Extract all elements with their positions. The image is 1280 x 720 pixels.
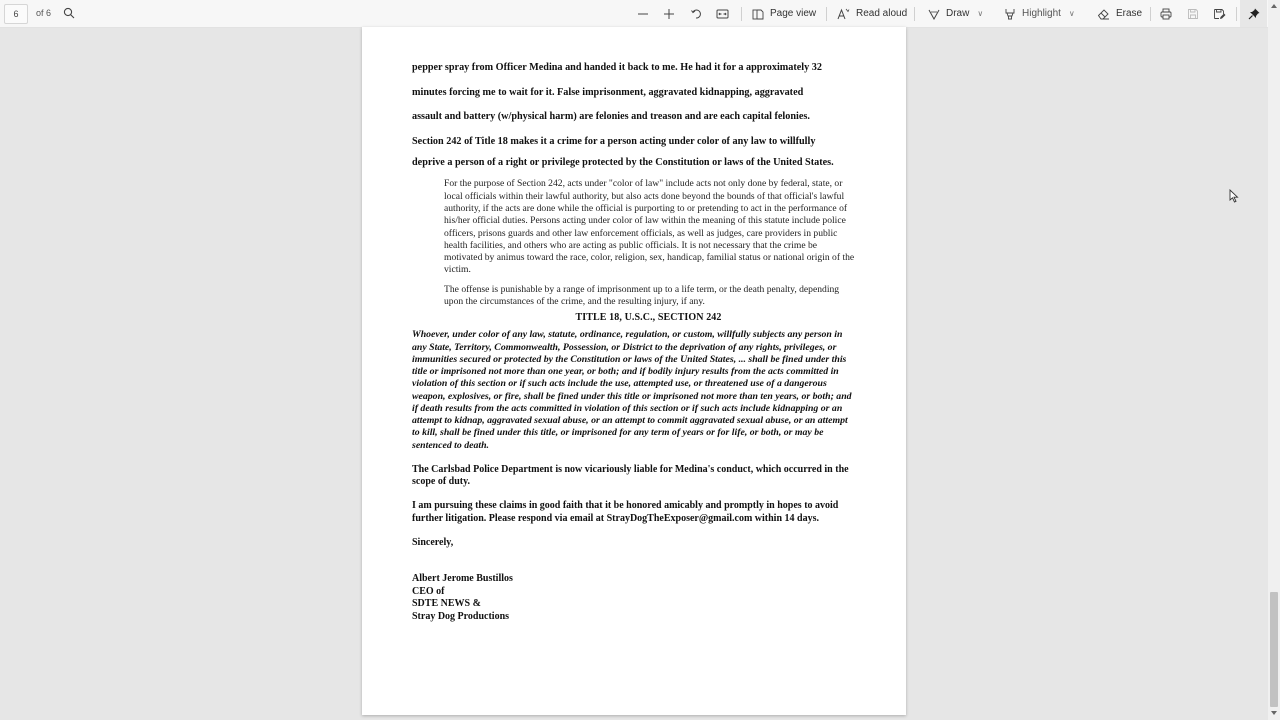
signature-org: Stray Dog Productions [412, 610, 510, 622]
body-line: deprive a person of a right or privilege protected by the Constitution or laws of the United States. [412, 157, 834, 169]
fit-width-icon [716, 8, 729, 20]
scroll-down-arrow-icon[interactable] [1271, 711, 1277, 715]
body-line: assault and battery (w/physical harm) are felonies and treason and are each capital felonies. [412, 111, 810, 123]
signature-org: SDTE NEWS & [412, 598, 481, 610]
document-content [412, 27, 857, 623]
erase-label: Erase [1116, 8, 1143, 19]
plus-icon [663, 8, 675, 20]
minus-icon [637, 8, 649, 20]
print-icon [1160, 8, 1172, 20]
save-as-icon [1213, 8, 1226, 20]
pdf-page [362, 27, 906, 715]
toolbar-separator [741, 7, 742, 21]
page-view-label: Page view [770, 8, 817, 19]
save-button[interactable] [1187, 4, 1199, 23]
toolbar-separator [826, 7, 827, 21]
zoom-out-button[interactable] [637, 4, 649, 23]
fit-page-button[interactable] [716, 4, 729, 23]
rotate-icon [690, 8, 702, 20]
liability-paragraph: The Carlsbad Police Department is now vicariously liable for Medina's conduct, which occurred in the scope of duty. [412, 463, 849, 488]
draw-icon [928, 8, 940, 20]
chevron-down-icon[interactable]: ∨ [1068, 9, 1075, 18]
toolbar-separator [1150, 7, 1151, 21]
toolbar-separator [1236, 7, 1237, 21]
signature-block [412, 573, 857, 623]
statute-text: Whoever, under color of any law, statute, ordinance, regulation, or custom, willfully subjects any person in any State, Territory, Commonwealth, Possession, or District to the deprivation of any rights, privileges, or immunities secured or protected by the Constitution or laws of the United States, ... shall be fined under this title or imprisoned not more than one year, or both; and if bodily injury results from the acts committed in violation of this section or if such acts include the use, attempted use, or threatened use of a dangerous weapon, explosives, or fire, shall be fined under this title or imprisoned not more than ten years, or both; and if death results from the acts committed in violation of this section or if such acts include kidnapping or an attempt to kidnap, aggravated sexual abuse, or an attempt to commit aggravated sexual abuse, or an attempt to kill, shall be fined under this title, or imprisoned for any term of years or for life, or both, or may be sentenced to death. [412, 329, 852, 451]
eraser-icon [1097, 8, 1110, 20]
signature-title: CEO of [412, 585, 445, 597]
chevron-down-icon[interactable]: ∨ [977, 9, 984, 18]
quote-paragraph: The offense is punishable by a range of imprisonment up to a life term, or the death penalty, depending upon the circumstances of the crime, and the resulting injury, if any. [444, 283, 840, 308]
highlight-label: Highlight [1022, 8, 1061, 19]
rotate-button[interactable] [690, 4, 702, 23]
quote-paragraph: For the purpose of Section 242, acts under "color of law" include acts not only done by federal, state, or local officials within their lawful authority, but also acts done beyond the bounds of that official's lawful authority, if the acts are done while the official is purporting to or pretending to act in the performance of his/her official duties. Persons acting under color of law within the meaning of this statute include police officers, prisons guards and other law enforcement officials, as well as judges, care providers in public health facilities, and others who are acting as public officials. It is not necessary that the crime be motivated by animus toward the race, color, religion, sex, handicap, familial status or national origin of the victim. [444, 178, 855, 276]
scrollbar-thumb[interactable] [1270, 592, 1278, 707]
body-line: Section 242 of Title 18 makes it a crime for a person acting under color of any law to willfully [412, 135, 816, 147]
vertical-scrollbar[interactable] [1268, 0, 1280, 720]
page-view-button[interactable] [752, 4, 816, 23]
block-quote [444, 178, 856, 308]
page-view-icon [752, 8, 764, 20]
zoom-in-button[interactable] [663, 4, 675, 23]
highlight-button[interactable] [1004, 4, 1075, 23]
mouse-cursor-icon [1229, 189, 1239, 208]
body-line: minutes forcing me to wait for it. False imprisonment, aggravated kidnapping, aggravated [412, 86, 804, 98]
request-paragraph: I am pursuing these claims in good faith that it be honored amicably and promptly in hopes to avoid further litigation. Please respond via email at StrayDogTheExposer@gmail.com within 14 days. [412, 500, 839, 524]
read-aloud-icon [837, 8, 850, 20]
body-line: pepper spray from Officer Medina and handed it back to me. He had it for a approximately 32 [412, 62, 822, 73]
page-count-label: of 6 [36, 8, 52, 18]
draw-label: Draw [946, 8, 970, 19]
pin-toolbar-button[interactable] [1240, 0, 1267, 27]
erase-button[interactable] [1097, 4, 1142, 23]
statute-heading: TITLE 18, U.S.C., SECTION 242 [575, 312, 722, 324]
read-aloud-label: Read aloud [856, 8, 908, 19]
signature-name: Albert Jerome Bustillos [412, 573, 513, 585]
read-aloud-button[interactable] [837, 4, 907, 23]
search-icon[interactable] [63, 7, 75, 19]
pdf-toolbar [0, 0, 1268, 28]
pin-icon [1248, 8, 1260, 20]
closing: Sincerely, [412, 537, 454, 549]
draw-button[interactable] [928, 4, 983, 23]
scroll-up-arrow-icon[interactable] [1271, 4, 1277, 8]
highlight-icon [1004, 8, 1016, 20]
page-number-input[interactable]: 6 [4, 4, 28, 24]
print-button[interactable] [1160, 4, 1172, 23]
save-as-button[interactable] [1213, 4, 1226, 23]
toolbar-separator [914, 7, 915, 21]
save-icon [1187, 8, 1199, 20]
